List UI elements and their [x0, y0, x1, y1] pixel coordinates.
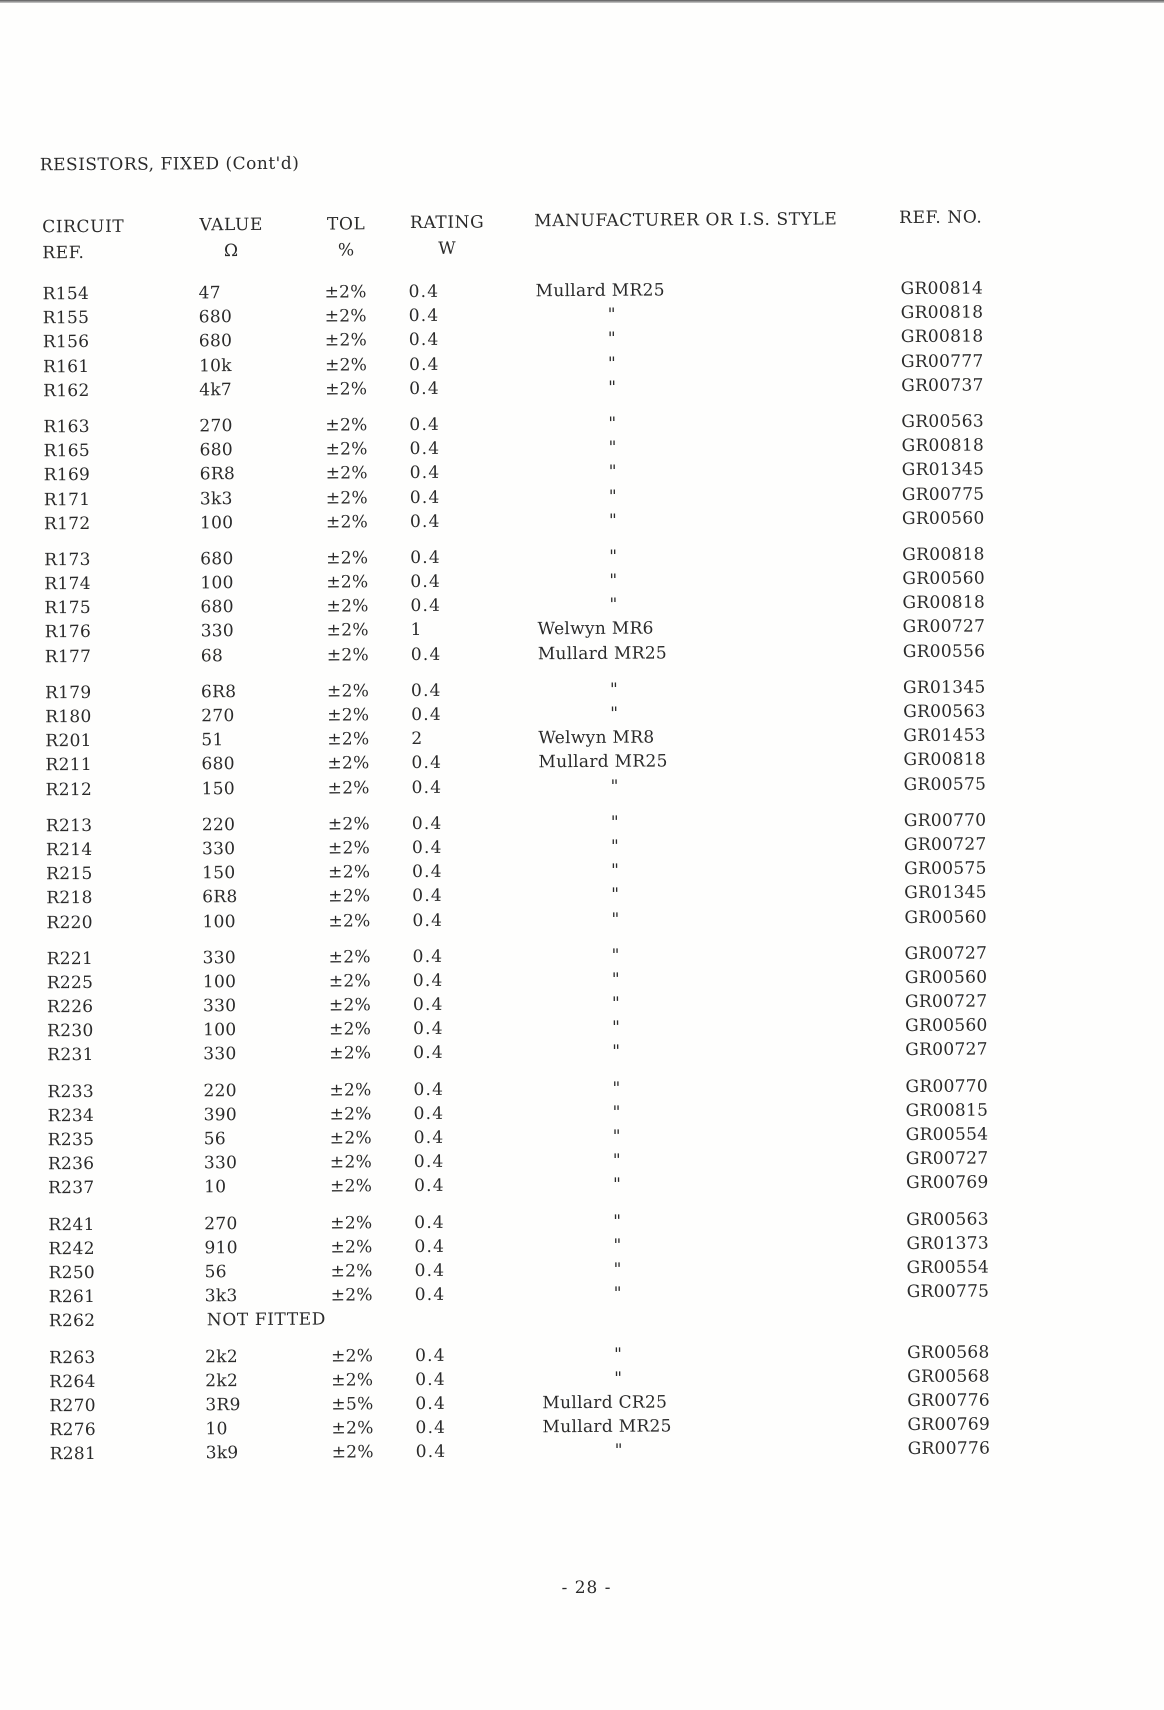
header-tol: TOL %	[326, 214, 366, 261]
cell-value: 910	[204, 1237, 238, 1259]
cell-manufacturer: "	[607, 304, 616, 326]
cell-manufacturer: "	[610, 812, 620, 833]
cell-tol: ±2%	[328, 862, 371, 883]
cell-ref-no: GR00814	[900, 278, 984, 300]
cell-circuit-ref: R226	[46, 997, 94, 1018]
cell-tol: ±2%	[325, 439, 368, 460]
cell-value: 68	[200, 645, 224, 666]
cell-tol: ±2%	[328, 946, 371, 968]
cell-circuit-ref: R213	[45, 815, 93, 837]
cell-circuit-ref: R211	[45, 755, 92, 776]
cell-circuit-ref: R237	[47, 1178, 95, 1199]
cell-circuit-ref: R156	[42, 332, 90, 353]
cell-rating: 0.4	[412, 861, 443, 883]
cell-rating: 1	[410, 620, 423, 641]
cell-manufacturer: "	[611, 885, 620, 906]
cell-ref-no: GR00818	[902, 544, 985, 565]
cell-tol: ±2%	[329, 1079, 372, 1101]
cell-rating: 0.4	[410, 644, 442, 665]
cell-circuit-ref: R235	[47, 1129, 95, 1151]
cell-rating: 0.4	[409, 414, 441, 435]
cell-circuit-ref: R233	[47, 1081, 94, 1102]
cell-rating: 0.4	[409, 511, 441, 532]
cell-tol: ±2%	[325, 463, 368, 484]
cell-rating: 0.4	[408, 306, 440, 327]
cell-rating: 0.4	[414, 1212, 445, 1233]
cell-rating: 0.4	[412, 970, 444, 991]
cell-manufacturer: Mullard MR25	[538, 751, 668, 773]
cell-ref-no: GR00568	[907, 1366, 990, 1387]
cell-ref-no: GR00560	[905, 1015, 988, 1037]
cell-tol: ±2%	[327, 838, 371, 859]
header-rating: RATING W	[409, 212, 485, 259]
cell-value: 680	[198, 331, 233, 352]
cell-circuit-ref: R276	[49, 1420, 97, 1441]
cell-manufacturer: "	[614, 1368, 623, 1389]
cell-rating: 0.4	[415, 1442, 447, 1463]
cell-tol: ±2%	[329, 1128, 372, 1149]
cell-value: 680	[199, 440, 233, 461]
cell-ref-no: GR00554	[906, 1257, 990, 1278]
cell-value: 680	[201, 754, 235, 775]
cell-rating: 0.4	[412, 886, 443, 907]
cell-ref-no: GR00560	[902, 568, 985, 590]
cell-circuit-ref: R177	[44, 646, 92, 667]
cell-ref-no: GR00727	[904, 943, 988, 964]
cell-value: 6R8	[200, 681, 237, 703]
cell-manufacturer: "	[613, 1235, 622, 1256]
cell-value: 3k9	[205, 1443, 239, 1464]
cell-value: 51	[201, 730, 224, 751]
cell-rating: 0.4	[414, 1260, 446, 1281]
cell-tol: ±2%	[327, 777, 370, 799]
cell-circuit-ref: R154	[42, 283, 90, 305]
cell-rating: 0.4	[415, 1369, 446, 1390]
cell-circuit-ref: R221	[46, 948, 94, 969]
cell-ref-no: GR00560	[904, 967, 988, 988]
cell-manufacturer: "	[609, 546, 618, 567]
cell-value: 4k7	[199, 379, 233, 401]
cell-manufacturer: "	[611, 993, 621, 1014]
cell-manufacturer: "	[607, 353, 617, 374]
page-number: - 28 -	[561, 1577, 612, 1599]
cell-circuit-ref: R173	[44, 549, 91, 571]
cell-value: 330	[202, 947, 237, 968]
cell-circuit-ref: R250	[48, 1262, 96, 1284]
cell-circuit-ref: R161	[42, 356, 90, 377]
cell-rating: 0.4	[410, 547, 441, 568]
cell-manufacturer: "	[612, 1042, 621, 1063]
cell-manufacturer: Mullard MR25	[542, 1416, 672, 1438]
cell-circuit-ref: R218	[46, 888, 93, 909]
cell-ref-no: GR00727	[905, 1148, 989, 1170]
cell-circuit-ref: R236	[47, 1154, 95, 1175]
cell-manufacturer: "	[614, 1441, 623, 1462]
cell-ref-no: GR00727	[904, 991, 988, 1013]
cell-value: 330	[203, 1153, 238, 1174]
cell-tol: ±2%	[324, 330, 368, 351]
cell-rating: 0.4	[413, 1019, 444, 1040]
cell-manufacturer: "	[608, 413, 617, 434]
cell-rating: 0.4	[409, 378, 440, 399]
cell-value: 10	[205, 1419, 228, 1440]
cell-ref-no: GR01373	[906, 1233, 990, 1254]
cell-tol: ±2%	[329, 1152, 373, 1173]
cell-tol: ±2%	[327, 705, 370, 726]
cell-value: 220	[201, 814, 236, 836]
cell-circuit-ref: R242	[48, 1238, 95, 1260]
cell-ref-no: GR00563	[906, 1209, 989, 1230]
cell-manufacturer: Mullard MR25	[537, 643, 668, 664]
cell-manufacturer: "	[612, 1126, 621, 1147]
header-circuit-ref: CIRCUIT REF.	[42, 216, 125, 264]
cell-manufacturer: Welwyn MR6	[537, 618, 654, 640]
cell-circuit-ref: R231	[47, 1045, 94, 1066]
cell-circuit-ref: R201	[45, 731, 92, 752]
cell-value: 10k	[198, 355, 232, 376]
cell-manufacturer: "	[613, 1211, 622, 1232]
cell-rating: 0.4	[415, 1345, 446, 1366]
cell-manufacturer: "	[611, 945, 620, 966]
cell-rating: 0.4	[413, 1079, 445, 1100]
cell-circuit-ref: R261	[48, 1287, 96, 1308]
cell-tol: ±2%	[325, 415, 368, 436]
cell-manufacturer: "	[612, 1018, 621, 1039]
cell-manufacturer: "	[612, 1078, 621, 1099]
section-title: RESISTORS, FIXED (Cont'd)	[39, 153, 300, 176]
cell-ref-no: GR00727	[902, 616, 986, 638]
cell-tol: ±2%	[328, 971, 371, 992]
cell-manufacturer: "	[609, 679, 619, 700]
cell-tol: ±2%	[324, 282, 367, 303]
cell-ref-no: GR00737	[901, 375, 984, 396]
cell-manufacturer: "	[613, 1259, 622, 1280]
cell-value: 3k3	[204, 1286, 238, 1307]
cell-rating: 0.4	[410, 680, 442, 701]
cell-tol: ±2%	[328, 995, 372, 1016]
cell-tol: ±2%	[327, 814, 371, 835]
cell-circuit-ref: R180	[45, 706, 92, 728]
cell-manufacturer: Mullard CR25	[542, 1392, 668, 1414]
cell-value: 100	[202, 911, 236, 932]
cell-ref-no: GR00776	[907, 1390, 990, 1411]
cell-rating: 0.4	[413, 1152, 445, 1173]
cell-manufacturer: "	[607, 329, 617, 350]
cell-tol: ±2%	[328, 910, 371, 932]
cell-tol: ±2%	[329, 1104, 372, 1125]
cell-rating: 0.4	[408, 281, 440, 303]
cell-rating: 0.4	[415, 1393, 447, 1414]
cell-value: 47	[198, 283, 221, 304]
cell-circuit-ref: R234	[47, 1105, 95, 1127]
cell-circuit-ref: R165	[43, 441, 91, 462]
cell-ref-no: GR00770	[905, 1076, 989, 1097]
cell-circuit-ref: R179	[44, 682, 92, 704]
cell-tol: ±2%	[326, 596, 369, 617]
cell-value: 56	[203, 1129, 227, 1150]
cell-tol: ±2%	[326, 644, 369, 666]
cell-value: 2k2	[205, 1346, 238, 1367]
cell-ref-no: GR00815	[905, 1100, 989, 1121]
cell-circuit-ref: R225	[46, 972, 94, 994]
cell-ref-no: GR01345	[904, 882, 987, 904]
cell-ref-no: GR00818	[900, 326, 984, 348]
cell-tol: ±2%	[326, 620, 369, 641]
cell-ref-no: GR00770	[903, 810, 987, 831]
cell-manufacturer: "	[610, 703, 619, 724]
cell-value: 150	[201, 778, 236, 799]
cell-tol: ±2%	[325, 487, 369, 509]
cell-ref-no: GR00776	[907, 1438, 991, 1460]
cell-value: 10	[203, 1177, 227, 1198]
cell-tol: ±2%	[327, 753, 370, 774]
cell-manufacturer: "	[612, 1150, 622, 1171]
cell-value: 150	[202, 863, 236, 884]
cell-rating: 0.4	[411, 837, 443, 858]
cell-manufacturer: "	[608, 486, 618, 507]
cell-manufacturer: "	[611, 969, 620, 990]
cell-value: 330	[203, 1044, 237, 1065]
cell-value: 680	[200, 548, 234, 570]
cell-value: 2k2	[205, 1370, 239, 1391]
cell-tol: ±2%	[326, 572, 369, 593]
cell-tol: ±2%	[330, 1261, 373, 1282]
cell-circuit-ref: R176	[44, 622, 92, 643]
cell-circuit-ref: R169	[43, 465, 91, 486]
cell-tol: ±5%	[331, 1394, 374, 1415]
header-ref-no: REF. NO.	[899, 207, 983, 229]
cell-ref-no: GR00568	[907, 1342, 990, 1363]
cell-ref-no: GR00818	[903, 749, 987, 771]
cell-value: 390	[203, 1104, 238, 1126]
cell-circuit-ref: R174	[44, 574, 91, 595]
cell-manufacturer: "	[608, 510, 618, 531]
cell-circuit-ref: R270	[49, 1395, 96, 1417]
cell-rating: 0.4	[413, 1127, 445, 1149]
cell-rating: 2	[411, 729, 424, 750]
cell-tol: ±2%	[329, 1176, 373, 1197]
cell-value: 56	[204, 1262, 227, 1283]
cell-ref-no: GR00575	[904, 858, 987, 880]
cell-rating: 0.4	[411, 777, 443, 798]
cell-value: 220	[203, 1080, 237, 1101]
cell-manufacturer: "	[611, 860, 620, 881]
cell-rating: 0.4	[413, 1043, 444, 1064]
cell-circuit-ref: R241	[48, 1214, 95, 1235]
header-value: VALUE Ω	[199, 214, 263, 262]
cell-value: 100	[199, 512, 234, 534]
cell-tol: ±2%	[324, 306, 367, 327]
cell-rating: 0.4	[409, 487, 441, 508]
cell-circuit-ref: R212	[45, 779, 93, 800]
cell-ref-no: GR00554	[905, 1124, 989, 1146]
cell-value: 3k3	[199, 488, 233, 509]
cell-rating: 0.4	[411, 813, 443, 834]
cell-value: 680	[200, 597, 234, 618]
cell-ref-no: GR00560	[901, 508, 985, 529]
cell-ref-no: GR00727	[905, 1039, 988, 1061]
cell-manufacturer: Mullard MR25	[535, 280, 665, 302]
cell-value: 6R8	[202, 887, 238, 908]
cell-value: 270	[199, 416, 233, 437]
cell-rating: 0.4	[412, 910, 444, 931]
cell-rating: 0.4	[410, 571, 442, 593]
cell-ref-no: GR00775	[901, 484, 985, 505]
cell-ref-no: GR00818	[901, 435, 985, 457]
cell-manufacturer: "	[612, 1102, 621, 1123]
cell-manufacturer: "	[608, 377, 617, 398]
cell-tol: ±2%	[330, 1212, 373, 1234]
cell-manufacturer: Welwyn MR8	[538, 727, 655, 749]
cell-tol: ±2%	[325, 379, 368, 400]
cell-value: 270	[201, 706, 235, 727]
cell-value: NOT FITTED	[206, 1309, 327, 1331]
cell-tol: ±2%	[326, 548, 369, 569]
cell-tol: ±2%	[324, 354, 368, 376]
cell-manufacturer: "	[608, 437, 617, 458]
cell-manufacturer: "	[612, 1175, 622, 1196]
cell-tol: ±2%	[327, 729, 370, 750]
cell-ref-no: GR00769	[907, 1414, 991, 1436]
cell-circuit-ref: R220	[46, 912, 93, 933]
cell-circuit-ref: R163	[43, 416, 90, 438]
cell-manufacturer: "	[610, 776, 619, 797]
cell-ref-no: GR00818	[900, 302, 984, 324]
cell-rating: 0.4	[411, 704, 442, 726]
cell-rating: 0.4	[408, 354, 440, 375]
cell-tol: ±2%	[326, 681, 370, 702]
cell-ref-no: GR00560	[904, 907, 988, 928]
cell-ref-no: GR00775	[906, 1281, 990, 1303]
cell-rating: 0.4	[412, 994, 444, 1016]
cell-circuit-ref: R264	[49, 1371, 96, 1392]
cell-circuit-ref: R281	[49, 1444, 97, 1465]
cell-tol: ±2%	[329, 1043, 372, 1064]
cell-circuit-ref: R175	[44, 598, 92, 619]
cell-rating: 0.4	[413, 1103, 445, 1124]
cell-manufacturer: "	[614, 1344, 623, 1365]
cell-value: 3R9	[205, 1394, 241, 1416]
cell-ref-no: GR00575	[903, 774, 987, 795]
cell-tol: ±2%	[329, 1019, 372, 1040]
cell-value: 100	[202, 971, 237, 993]
cell-ref-no: GR00818	[902, 592, 986, 614]
cell-manufacturer: "	[610, 836, 620, 857]
cell-circuit-ref: R172	[43, 513, 91, 534]
cell-value: 100	[203, 1020, 237, 1041]
cell-rating: 0.4	[410, 596, 442, 617]
cell-ref-no: GR00777	[900, 351, 984, 372]
cell-rating: 0.4	[408, 330, 440, 351]
cell-rating: 0.4	[411, 753, 443, 774]
cell-rating: 0.4	[414, 1236, 446, 1257]
cell-value: 680	[198, 307, 233, 328]
cell-tol: ±2%	[330, 1237, 373, 1258]
cell-manufacturer: "	[611, 909, 620, 930]
cell-value: 6R8	[199, 464, 236, 485]
cell-circuit-ref: R262	[48, 1311, 96, 1332]
cell-value: 330	[200, 621, 235, 642]
cell-rating: 0.4	[409, 438, 441, 460]
cell-ref-no: GR01345	[902, 677, 986, 698]
cell-circuit-ref: R155	[42, 308, 90, 329]
cell-value: 270	[204, 1213, 238, 1234]
cell-ref-no: GR00563	[901, 411, 985, 432]
cell-tol: ±2%	[330, 1285, 373, 1306]
cell-manufacturer: "	[609, 595, 618, 616]
cell-tol: ±2%	[331, 1442, 374, 1463]
cell-tol: ±2%	[325, 511, 369, 533]
cell-circuit-ref: R162	[43, 380, 90, 402]
cell-value: 330	[202, 996, 237, 1017]
cell-rating: 0.4	[415, 1417, 447, 1439]
cell-ref-no: GR00556	[902, 641, 986, 662]
cell-tol: ±2%	[328, 886, 371, 907]
cell-ref-no: GR00727	[903, 834, 987, 855]
cell-rating: 0.4	[414, 1284, 446, 1306]
cell-ref-no: GR00769	[905, 1172, 989, 1194]
cell-tol: ±2%	[331, 1418, 374, 1439]
cell-rating: 0.4	[412, 946, 444, 967]
cell-manufacturer: "	[608, 462, 617, 483]
cell-circuit-ref: R230	[47, 1021, 94, 1042]
cell-ref-no: GR00563	[903, 701, 986, 723]
resistor-table	[0, 277, 1164, 1469]
cell-rating: 0.4	[409, 463, 441, 484]
cell-value: 100	[200, 573, 234, 594]
cell-ref-no: GR01453	[903, 725, 986, 747]
cell-tol: ±2%	[331, 1345, 374, 1367]
cell-circuit-ref: R215	[46, 864, 93, 885]
cell-manufacturer: "	[609, 570, 618, 591]
cell-value: 330	[201, 839, 236, 860]
cell-circuit-ref: R214	[45, 839, 93, 861]
cell-ref-no: GR01345	[901, 459, 985, 481]
cell-circuit-ref: R171	[43, 489, 91, 510]
cell-rating: 0.4	[413, 1176, 445, 1197]
cell-manufacturer: "	[613, 1283, 622, 1304]
cell-tol: ±2%	[331, 1369, 374, 1391]
cell-circuit-ref: R263	[49, 1347, 96, 1368]
header-manufacturer: MANUFACTURER OR I.S. STYLE	[534, 209, 838, 232]
